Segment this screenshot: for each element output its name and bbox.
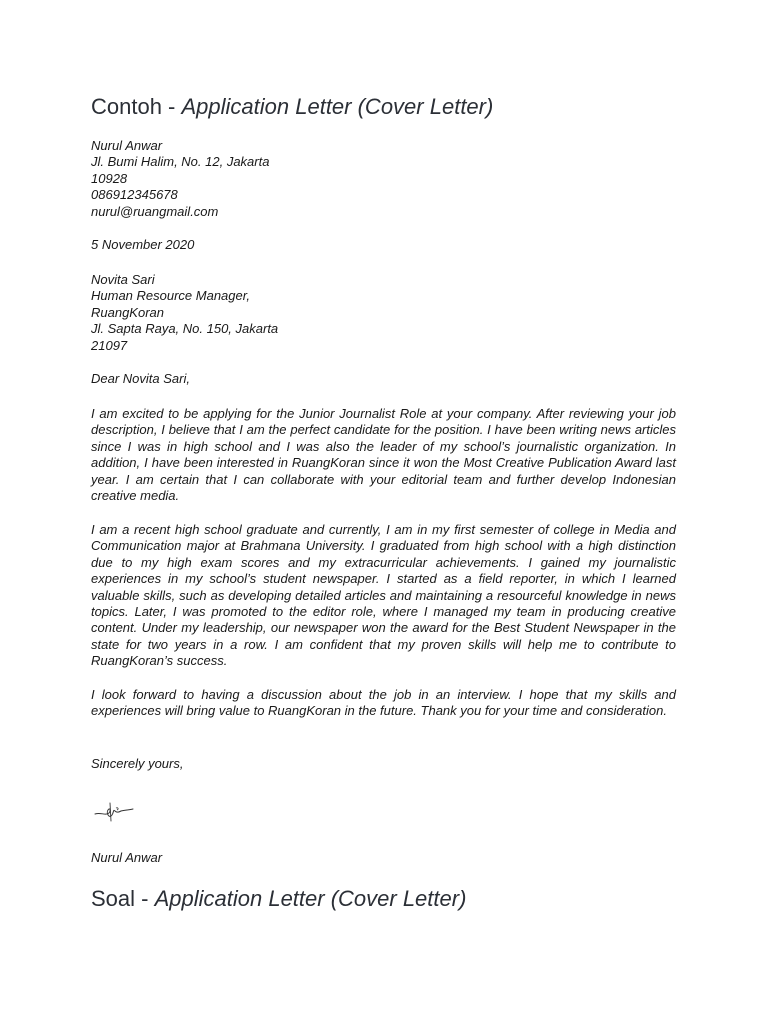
page-title — [91, 94, 493, 120]
page-title-prefix: Contoh - — [91, 94, 182, 119]
closing-text: Sincerely yours, — [91, 756, 184, 771]
recipient-company: RuangKoran — [91, 304, 164, 320]
signatory-name — [91, 850, 676, 866]
recipient-postal-code: 21097 — [91, 337, 128, 353]
recipient-name: Novita Sari — [91, 272, 155, 287]
section-title-prefix: Soal - — [91, 886, 155, 911]
sender-address: Jl. Bumi Halim, No. 12, Jakarta — [91, 154, 270, 170]
salutation — [91, 371, 676, 387]
letter-date-text: 5 November 2020 — [91, 237, 195, 252]
recipient-address: Jl. Sapta Raya, No. 150, Jakarta — [91, 321, 279, 337]
body-paragraph-1: I am excited to be applying for the Junior Journalist Role at your company. After reviewing your job description, I believe that I am the perfect candidate for the position. I have been writing news articles since I was in high school and I was also the leader of my school’s journalistic organization. In addition, I have been interested in RuangKoran since it won the Most Creative Publication Award last year. I am certain that I can collaborate with your editorial team and further develop Indonesian creative media. — [91, 406, 676, 504]
salutation-text: Dear Novita Sari, — [91, 371, 190, 386]
closing — [91, 756, 676, 772]
sender-phone: 086912345678 — [91, 187, 178, 203]
section-title-text: Application Letter (Cover Letter) — [154, 886, 467, 911]
recipient-role: Human Resource Manager, — [91, 288, 250, 304]
body-paragraph-2: I am a recent high school graduate and currently, I am in my first semester of college in Media and Communication major at Brahmana University. I graduated from high school with a high distinction due to my high exam scores and my extracurricular achievements. I gained my journalistic experiences in my school’s student newspaper. I started as a field reporter, in which I learned valuable skills, such as developing detailed articles and maintaining a resourceful knowledge in news topics. Later, I was promoted to the editor role, where I managed my team in producing creative content. Under my leadership, our newspaper won the award for the Best Student Newspaper in the state for two years in a row. I am confident that my proven skills will help me to contribute to RuangKoran’s success. — [91, 522, 676, 669]
signatory-name-text: Nurul Anwar — [91, 850, 163, 865]
recipient-address-block — [91, 272, 676, 354]
sender-address-block — [91, 138, 676, 220]
signature-image — [93, 798, 135, 824]
sender-email: nurul@ruangmail.com — [91, 203, 219, 219]
section-title — [91, 886, 466, 912]
body-paragraph-3: I look forward to having a discussion about the job in an interview. I hope that my skills and experiences will bring value to RuangKoran in the future. Thank you for your time and consideration. — [91, 687, 676, 719]
sender-name: Nurul Anwar — [91, 138, 163, 153]
letter-date — [91, 237, 676, 253]
page-title-text: Application Letter (Cover Letter) — [181, 94, 494, 119]
sender-postal-code: 10928 — [91, 170, 128, 186]
